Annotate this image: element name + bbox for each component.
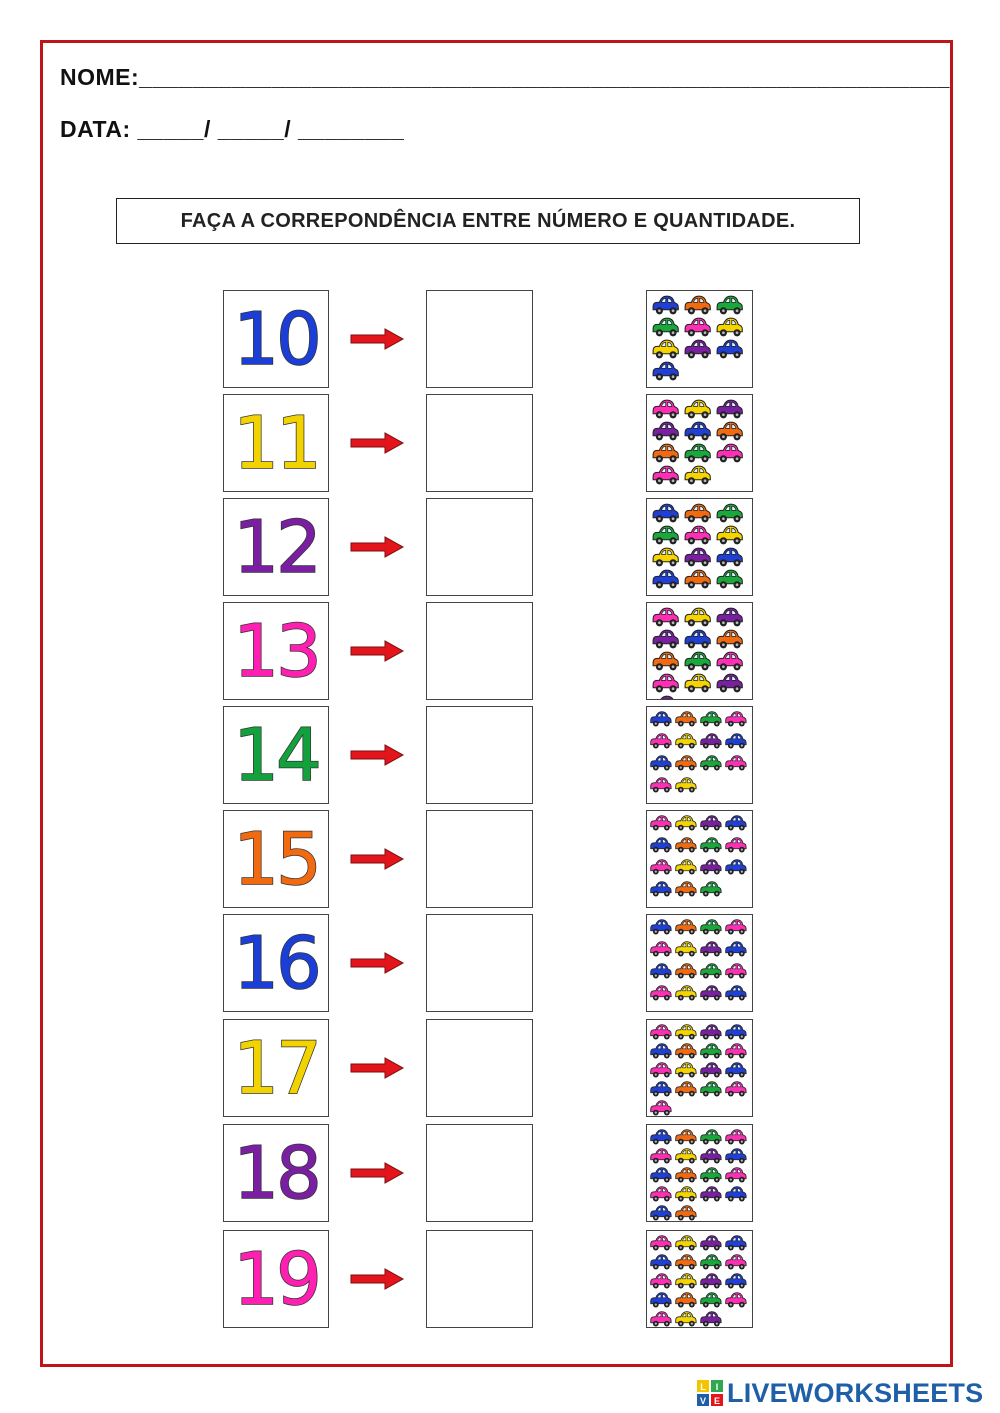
toy-car-icon — [701, 1025, 721, 1040]
toy-car-icon — [676, 860, 696, 875]
toy-car-icon — [726, 1044, 746, 1059]
toy-car-icon — [726, 1255, 746, 1270]
toy-car-icon — [685, 674, 710, 692]
toy-car-icon — [651, 1082, 671, 1097]
toy-car-icon — [676, 1149, 696, 1164]
toy-car-icon — [651, 712, 671, 727]
svg-text:E: E — [713, 1396, 721, 1406]
toy-car-icon — [676, 816, 696, 831]
number-label: 16 — [233, 921, 319, 1005]
toy-car-icon — [717, 400, 742, 418]
toy-car-icon — [726, 734, 746, 749]
number-label: 13 — [233, 609, 319, 693]
svg-text:V: V — [699, 1396, 707, 1406]
liveworksheets-brand — [697, 1377, 983, 1409]
toy-car-icon — [717, 422, 742, 440]
number-card — [223, 602, 329, 700]
toy-car-icon — [651, 1044, 671, 1059]
toy-car-icon — [676, 1274, 696, 1289]
car-group — [647, 499, 751, 595]
red-arrow-icon — [349, 431, 405, 455]
toy-car-icon — [685, 630, 710, 648]
number-label: 15 — [233, 817, 319, 901]
instruction-text: FAÇA A CORREPONDÊNCIA ENTRE NÚMERO E QUANTIDADE. — [180, 209, 796, 232]
date-field-line: DATA: _____/ _____/ ________ — [60, 116, 405, 142]
toy-car-icon — [685, 526, 710, 544]
answer-drop-box[interactable] — [426, 914, 533, 1012]
answer-drop-box[interactable] — [426, 1124, 533, 1222]
toy-car-icon — [726, 1149, 746, 1164]
number-card — [223, 1230, 329, 1328]
toy-car-icon — [726, 1187, 746, 1202]
toy-car-icon — [653, 296, 678, 314]
toy-car-icon — [653, 400, 678, 418]
toy-car-icon — [651, 756, 671, 771]
car-quantity-card[interactable] — [646, 1019, 753, 1117]
toy-car-icon — [651, 1168, 671, 1183]
toy-car-icon — [726, 838, 746, 853]
number-card — [223, 706, 329, 804]
toy-car-icon — [653, 526, 678, 544]
toy-car-icon — [651, 1236, 671, 1251]
toy-car-icon — [676, 1312, 696, 1327]
toy-car-icon — [701, 920, 721, 935]
toy-car-icon — [653, 608, 678, 626]
car-quantity-card[interactable] — [646, 810, 753, 908]
toy-car-icon — [651, 1293, 671, 1308]
car-group — [647, 291, 751, 387]
number-card — [223, 498, 329, 596]
toy-car-icon — [717, 318, 742, 336]
toy-car-icon — [726, 1130, 746, 1145]
toy-car-icon — [701, 1255, 721, 1270]
toy-car-icon — [701, 1312, 721, 1327]
toy-car-icon — [651, 882, 671, 897]
number-label: 17 — [233, 1026, 319, 1110]
red-arrow-icon — [349, 1056, 405, 1080]
toy-car-icon — [676, 1044, 696, 1059]
toy-car-icon — [726, 860, 746, 875]
toy-car-icon — [653, 318, 678, 336]
toy-car-icon — [685, 422, 710, 440]
instruction-box — [116, 198, 860, 244]
toy-car-icon — [651, 838, 671, 853]
toy-car-icon — [676, 712, 696, 727]
toy-car-icon — [653, 504, 678, 522]
answer-drop-box[interactable] — [426, 1019, 533, 1117]
toy-car-icon — [685, 652, 710, 670]
toy-car-icon — [651, 986, 671, 1001]
number-card — [223, 810, 329, 908]
toy-car-icon — [701, 1044, 721, 1059]
answer-drop-box[interactable] — [426, 602, 533, 700]
car-quantity-card[interactable] — [646, 706, 753, 804]
toy-car-icon — [701, 816, 721, 831]
toy-car-icon — [685, 400, 710, 418]
car-quantity-card[interactable] — [646, 290, 753, 388]
toy-car-icon — [701, 756, 721, 771]
car-quantity-card[interactable] — [646, 602, 753, 700]
toy-car-icon — [701, 1293, 721, 1308]
toy-car-icon — [651, 1063, 671, 1078]
brand-text: LIVEWORKSHEETS — [727, 1377, 984, 1408]
toy-car-icon — [685, 570, 710, 588]
answer-drop-box[interactable] — [426, 706, 533, 804]
number-label: 12 — [233, 505, 319, 589]
toy-car-icon — [653, 444, 678, 462]
toy-car-icon — [685, 466, 710, 484]
toy-car-icon — [726, 816, 746, 831]
svg-text:L: L — [700, 1382, 706, 1392]
toy-car-icon — [676, 1293, 696, 1308]
toy-car-icon — [651, 1312, 671, 1327]
toy-car-icon — [717, 570, 742, 588]
red-arrow-icon — [349, 327, 405, 351]
toy-car-icon — [701, 860, 721, 875]
toy-car-icon — [651, 1187, 671, 1202]
red-arrow-icon — [349, 1161, 405, 1185]
toy-car-icon — [651, 778, 671, 793]
toy-car-icon — [651, 1206, 671, 1221]
toy-car-icon — [726, 1063, 746, 1078]
toy-car-icon — [676, 1236, 696, 1251]
toy-car-icon — [685, 504, 710, 522]
toy-car-icon — [701, 838, 721, 853]
liveworksheets-logo-icon — [697, 1380, 723, 1406]
car-group — [647, 1125, 751, 1221]
toy-car-icon — [676, 1025, 696, 1040]
car-quantity-card[interactable] — [646, 394, 753, 492]
number-card — [223, 290, 329, 388]
toy-car-icon — [653, 652, 678, 670]
red-arrow-icon — [349, 639, 405, 663]
toy-car-icon — [726, 964, 746, 979]
toy-car-icon — [676, 1187, 696, 1202]
answer-drop-box[interactable] — [426, 394, 533, 492]
toy-car-icon — [676, 882, 696, 897]
toy-car-icon — [653, 422, 678, 440]
toy-car-icon — [685, 296, 710, 314]
toy-car-icon — [651, 734, 671, 749]
car-quantity-card[interactable] — [646, 498, 753, 596]
toy-car-icon — [651, 1025, 671, 1040]
number-label: 14 — [233, 713, 319, 797]
toy-car-icon — [653, 362, 678, 380]
toy-car-icon — [676, 1082, 696, 1097]
toy-car-icon — [676, 1063, 696, 1078]
number-label: 11 — [233, 401, 319, 485]
toy-car-icon — [717, 526, 742, 544]
toy-car-icon — [685, 318, 710, 336]
red-arrow-icon — [349, 951, 405, 975]
toy-car-icon — [717, 674, 742, 692]
toy-car-icon — [701, 1130, 721, 1145]
red-arrow-icon — [349, 847, 405, 871]
toy-car-icon — [717, 504, 742, 522]
toy-car-icon — [726, 1274, 746, 1289]
toy-car-icon — [701, 882, 721, 897]
toy-car-icon — [701, 1187, 721, 1202]
toy-car-icon — [701, 1149, 721, 1164]
toy-car-icon — [676, 1255, 696, 1270]
toy-car-icon — [685, 548, 710, 566]
car-quantity-card[interactable] — [646, 914, 753, 1012]
toy-car-icon — [701, 1168, 721, 1183]
toy-car-icon — [676, 942, 696, 957]
toy-car-icon — [653, 570, 678, 588]
answer-drop-box[interactable] — [426, 290, 533, 388]
number-label: 19 — [233, 1237, 319, 1321]
number-card — [223, 914, 329, 1012]
toy-car-icon — [726, 986, 746, 1001]
toy-car-icon — [651, 1130, 671, 1145]
toy-car-icon — [717, 630, 742, 648]
car-group — [647, 395, 751, 491]
car-quantity-card[interactable] — [646, 1230, 753, 1328]
toy-car-icon — [653, 340, 678, 358]
toy-car-icon — [676, 756, 696, 771]
toy-car-icon — [653, 696, 678, 699]
toy-car-icon — [701, 1063, 721, 1078]
toy-car-icon — [685, 444, 710, 462]
toy-car-icon — [701, 1236, 721, 1251]
toy-car-icon — [676, 1130, 696, 1145]
toy-car-icon — [676, 734, 696, 749]
toy-car-icon — [651, 1274, 671, 1289]
toy-car-icon — [726, 1168, 746, 1183]
toy-car-icon — [676, 838, 696, 853]
toy-car-icon — [651, 920, 671, 935]
car-group — [647, 915, 751, 1011]
toy-car-icon — [701, 712, 721, 727]
svg-text:I: I — [715, 1382, 719, 1392]
toy-car-icon — [701, 734, 721, 749]
number-label: 10 — [233, 297, 319, 381]
toy-car-icon — [653, 674, 678, 692]
car-quantity-card[interactable] — [646, 1124, 753, 1222]
toy-car-icon — [717, 340, 742, 358]
toy-car-icon — [717, 444, 742, 462]
toy-car-icon — [701, 1082, 721, 1097]
toy-car-icon — [701, 1274, 721, 1289]
name-field-line: NOME:_____________________________________________________________ — [60, 64, 950, 90]
toy-car-icon — [717, 652, 742, 670]
toy-car-icon — [676, 986, 696, 1001]
toy-car-icon — [726, 1082, 746, 1097]
toy-car-icon — [726, 1025, 746, 1040]
toy-car-icon — [651, 816, 671, 831]
car-group — [647, 1231, 751, 1327]
toy-car-icon — [653, 548, 678, 566]
toy-car-icon — [726, 942, 746, 957]
toy-car-icon — [676, 920, 696, 935]
toy-car-icon — [651, 964, 671, 979]
toy-car-icon — [717, 548, 742, 566]
toy-car-icon — [651, 1101, 671, 1116]
toy-car-icon — [717, 608, 742, 626]
number-card — [223, 394, 329, 492]
answer-drop-box[interactable] — [426, 498, 533, 596]
toy-car-icon — [726, 920, 746, 935]
toy-car-icon — [685, 608, 710, 626]
car-group — [647, 603, 751, 699]
answer-drop-box[interactable] — [426, 1230, 533, 1328]
answer-drop-box[interactable] — [426, 810, 533, 908]
toy-car-icon — [651, 860, 671, 875]
toy-car-icon — [685, 340, 710, 358]
red-arrow-icon — [349, 743, 405, 767]
toy-car-icon — [653, 466, 678, 484]
toy-car-icon — [651, 1255, 671, 1270]
toy-car-icon — [726, 1293, 746, 1308]
toy-car-icon — [726, 756, 746, 771]
toy-car-icon — [653, 630, 678, 648]
toy-car-icon — [676, 1168, 696, 1183]
toy-car-icon — [676, 1206, 696, 1221]
car-group — [647, 707, 751, 803]
toy-car-icon — [701, 964, 721, 979]
toy-car-icon — [701, 986, 721, 1001]
red-arrow-icon — [349, 1267, 405, 1291]
number-card — [223, 1124, 329, 1222]
toy-car-icon — [651, 942, 671, 957]
car-group — [647, 1020, 751, 1116]
number-label: 18 — [233, 1131, 319, 1215]
toy-car-icon — [717, 296, 742, 314]
toy-car-icon — [701, 942, 721, 957]
toy-car-icon — [726, 1236, 746, 1251]
toy-car-icon — [726, 712, 746, 727]
toy-car-icon — [676, 964, 696, 979]
number-card — [223, 1019, 329, 1117]
red-arrow-icon — [349, 535, 405, 559]
toy-car-icon — [651, 1149, 671, 1164]
car-group — [647, 811, 751, 907]
toy-car-icon — [676, 778, 696, 793]
